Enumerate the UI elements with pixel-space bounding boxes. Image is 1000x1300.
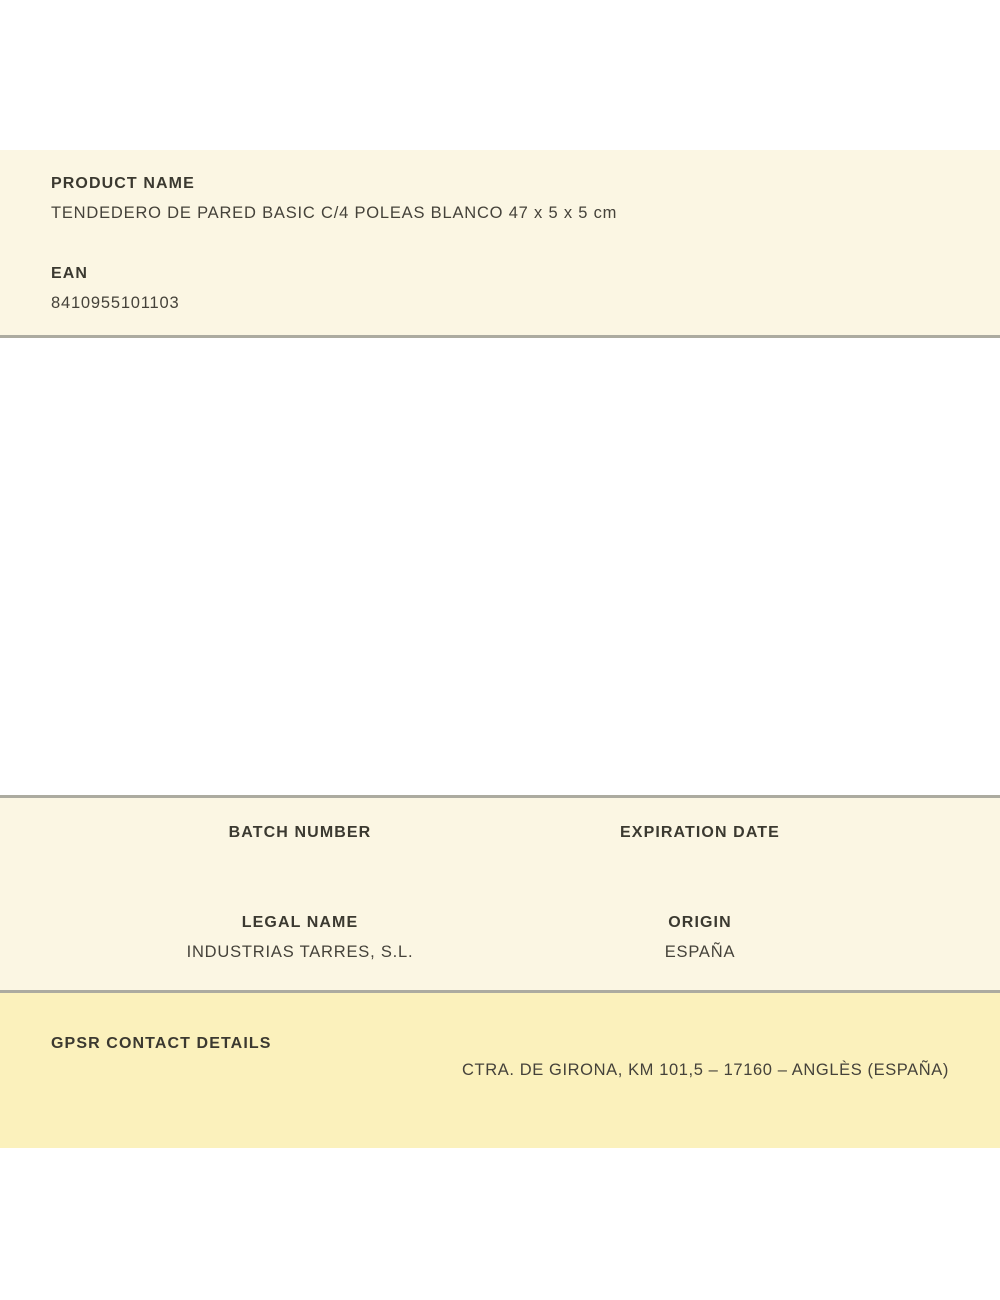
product-info-section [0, 150, 1000, 338]
ean-label: EAN [51, 265, 89, 282]
gpsr-contact-label: GPSR CONTACT DETAILS [51, 1035, 272, 1052]
origin-value: ESPAÑA [664, 943, 736, 961]
gpsr-contact-address: CTRA. DE GIRONA, KM 101,5 – 17160 – ANGLÈS (ESPAÑA) [462, 1061, 949, 1079]
origin-label: ORIGIN [668, 914, 732, 931]
expiration-date-label: EXPIRATION DATE [620, 824, 780, 841]
ean-value: 8410955101103 [51, 294, 180, 312]
product-name-label: PRODUCT NAME [51, 175, 195, 192]
legal-name-value: INDUSTRIAS TARRES, S.L. [186, 943, 414, 961]
batch-details-section [0, 795, 1000, 993]
product-name-value: TENDEDERO DE PARED BASIC C/4 POLEAS BLANCO 47 x 5 x 5 cm [51, 204, 618, 222]
batch-number-label: BATCH NUMBER [228, 824, 372, 841]
gpsr-contact-section [0, 993, 1000, 1148]
legal-name-label: LEGAL NAME [241, 914, 359, 931]
